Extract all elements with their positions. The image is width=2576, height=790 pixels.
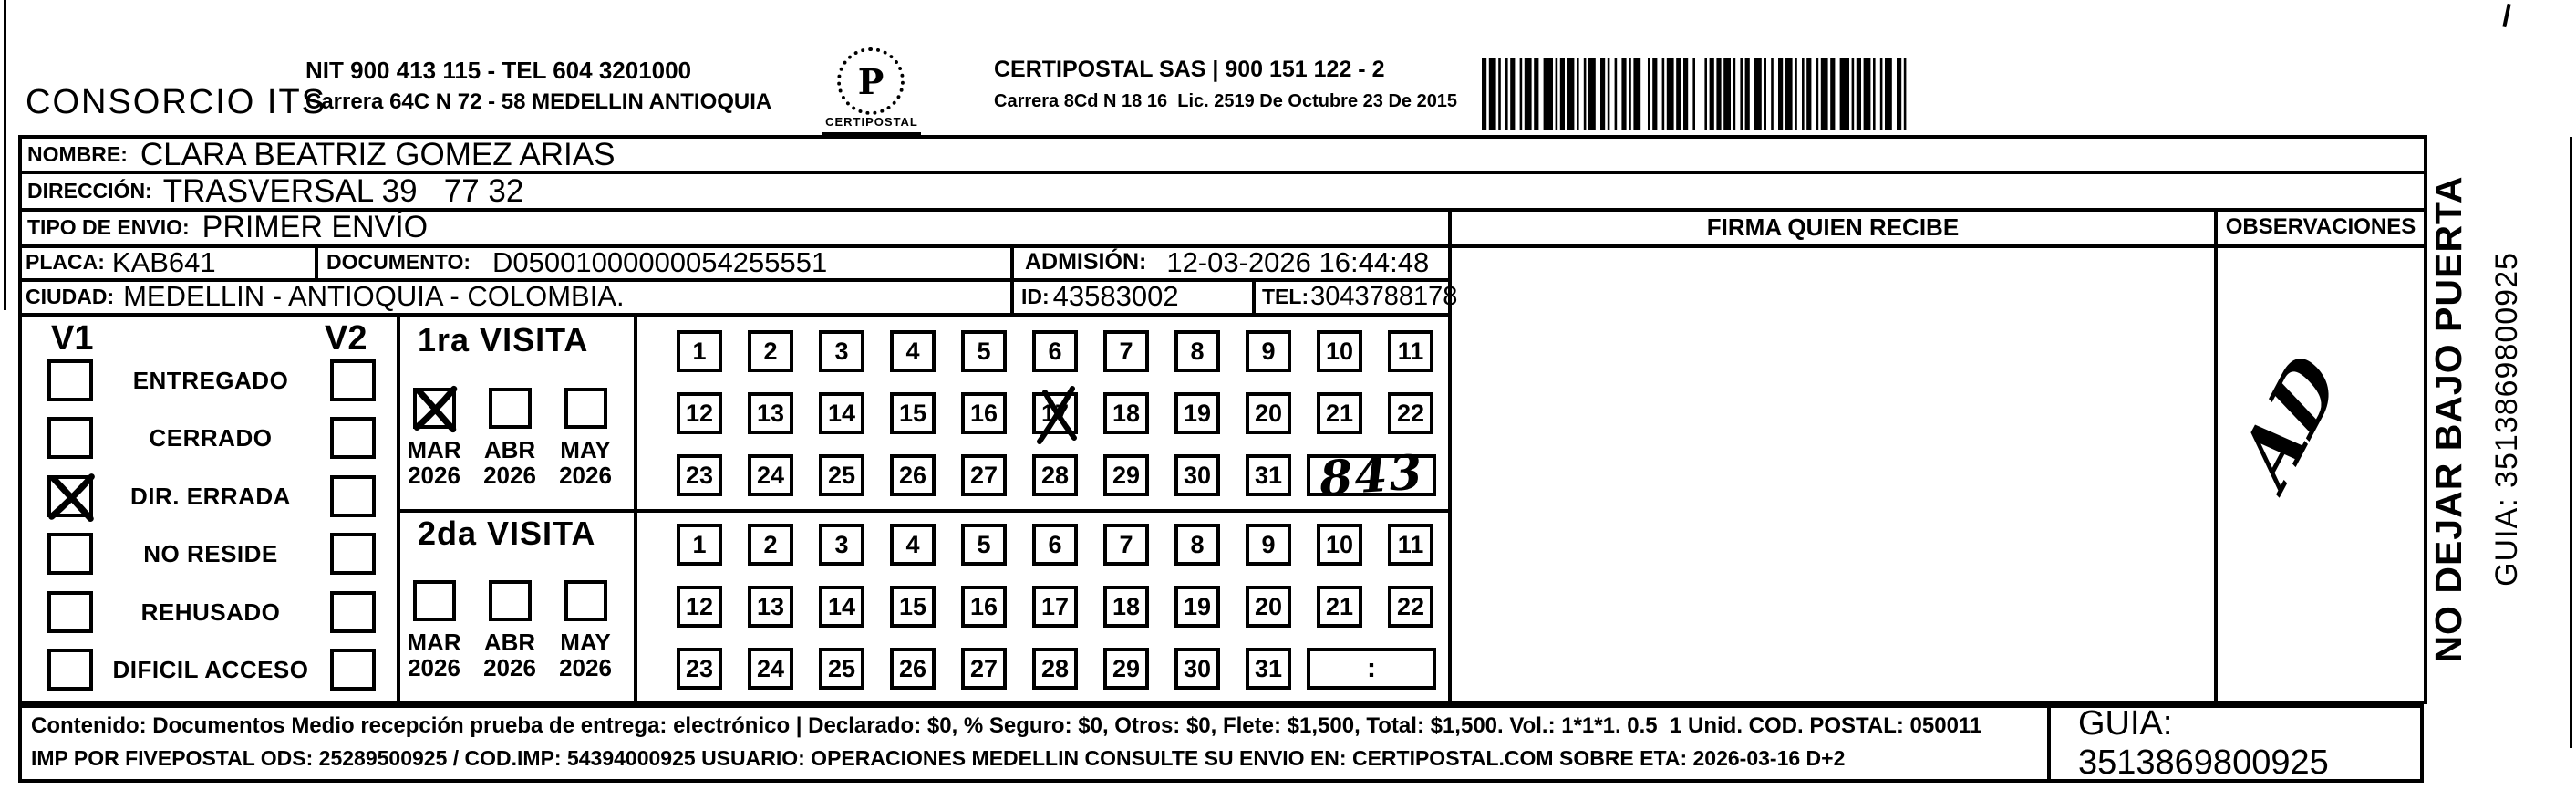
visit1-day-box-5: 5 — [961, 330, 1007, 372]
visit2-day-box-1: 1 — [677, 524, 722, 566]
visit2-day-box-8: 8 — [1174, 524, 1220, 566]
visit2-day-box-12: 12 — [677, 586, 722, 628]
visit1-day-box-12: 12 — [677, 392, 722, 434]
visit2-day-box-30: 30 — [1174, 648, 1220, 690]
id-label: ID: — [1021, 284, 1050, 308]
visit2-month-checkbox-may — [564, 580, 607, 621]
visit2-day-box-11: 11 — [1388, 524, 1433, 566]
scan-edge-left — [4, 0, 6, 310]
status-label-dir-errada: DIR. ERRADA — [130, 482, 291, 510]
visit2-day-box-6: 6 — [1032, 524, 1078, 566]
visit1-year-label-2: 2026 — [559, 462, 612, 489]
visit1-day-box-1: 1 — [677, 330, 722, 372]
field-tel — [1262, 281, 1458, 312]
visit1-day-box-28: 28 — [1032, 454, 1078, 496]
visit2-year-label-1: 2026 — [483, 654, 536, 681]
visit1-day-box-21: 21 — [1317, 392, 1362, 434]
visit2-month-label-abr: ABR — [483, 629, 536, 656]
visit2-day-box-31: 31 — [1246, 648, 1291, 690]
visit1-month-checkbox-mar — [413, 388, 456, 429]
field-tipo-envio — [27, 211, 1441, 244]
field-id — [1021, 281, 1249, 312]
visit2-day-box-4: 4 — [890, 524, 936, 566]
visit1-day-box-25: 25 — [819, 454, 864, 496]
visit2-note-box — [1307, 648, 1436, 690]
visit1-month-label-may: MAY — [560, 436, 611, 463]
nombre-label: NOMBRE: — [27, 142, 128, 166]
v2-checkbox-rehusado — [330, 591, 376, 633]
visit1-day-box-20: 20 — [1246, 392, 1291, 434]
ciudad-label: CIUDAD: — [26, 284, 115, 308]
visit2-day-box-19: 19 — [1174, 586, 1220, 628]
visit1-year-label-1: 2026 — [483, 462, 536, 489]
visit1-day-box-17: 17 — [1032, 392, 1078, 434]
visit2-day-box-18: 18 — [1103, 586, 1149, 628]
handwritten-note-843: 843 — [1317, 443, 1426, 507]
documento-value: D05001000000054255551 — [492, 245, 828, 278]
visit1-day-box-13: 13 — [748, 392, 793, 434]
visit1-month-label-mar: MAR — [407, 436, 461, 463]
visit1-day-box-3: 3 — [819, 330, 864, 372]
v1-checkbox-cerrado — [47, 417, 93, 459]
visit1-month-checkbox-may — [564, 388, 607, 429]
certipostal-nit-line: CERTIPOSTAL SAS | 900 151 122 - 2 — [994, 57, 1385, 82]
direccion-label: DIRECCIÓN: — [27, 179, 152, 203]
firma-header: FIRMA QUIEN RECIBE — [1706, 213, 1960, 241]
company-nit-line: NIT 900 413 115 - TEL 604 3201000 — [305, 57, 692, 84]
firma-area — [1452, 248, 2214, 701]
visit1-month-label-abr: ABR — [483, 436, 536, 463]
v1-checkbox-dificil-acceso — [47, 649, 93, 691]
footer-guia: GUIA: 3513869800925 — [2078, 704, 2329, 782]
v1-checkbox-no-reside — [47, 533, 93, 575]
visit-title-1: 1ra VISITA — [418, 321, 589, 359]
visit1-day-box-23: 23 — [677, 454, 722, 496]
visit1-day-box-7: 7 — [1103, 330, 1149, 372]
visit1-day-box-27: 27 — [961, 454, 1007, 496]
handwritten-x-mark — [411, 384, 459, 433]
visit1-day-box-22: 22 — [1388, 392, 1433, 434]
placa-value: KAB641 — [111, 245, 216, 278]
visit1-month-checkbox-abr — [489, 388, 532, 429]
visit2-day-box-25: 25 — [819, 648, 864, 690]
ciudad-value: MEDELLIN - ANTIOQUIA - COLOMBIA. — [123, 280, 625, 312]
barcode — [1482, 58, 1908, 130]
v1-checkbox-rehusado — [47, 591, 93, 633]
v2-column-header: V2 — [325, 319, 367, 358]
visit2-day-box-28: 28 — [1032, 648, 1078, 690]
documento-label: DOCUMENTO: — [326, 250, 471, 274]
observaciones-area — [2218, 248, 2424, 701]
company-address-line: Carrera 64C N 72 - 58 MEDELLIN ANTIOQUIA — [305, 89, 772, 114]
visit1-day-box-31: 31 — [1246, 454, 1291, 496]
footer-box — [18, 704, 2424, 783]
visit1-day-box-8: 8 — [1174, 330, 1220, 372]
visit2-month-label-may: MAY — [560, 629, 611, 656]
company-name: CONSORCIO ITS — [26, 82, 327, 121]
visit2-day-box-22: 22 — [1388, 586, 1433, 628]
handwritten-x-mark — [46, 472, 97, 523]
tipo-envio-value: PRIMER ENVÍO — [202, 209, 429, 244]
visit-title-2: 2da VISITA — [418, 515, 596, 552]
id-value: 43583002 — [1052, 280, 1179, 312]
visit1-day-box-10: 10 — [1317, 330, 1362, 372]
time-colon-placeholder: : — [1367, 653, 1376, 683]
visit2-year-label-0: 2026 — [408, 654, 460, 681]
field-admision — [1025, 247, 1444, 277]
visit2-month-checkbox-mar — [413, 580, 456, 621]
visit2-day-box-23: 23 — [677, 648, 722, 690]
visit2-day-box-3: 3 — [819, 524, 864, 566]
visit2-day-box-15: 15 — [890, 586, 936, 628]
field-documento — [326, 247, 1006, 277]
visit2-day-box-29: 29 — [1103, 648, 1149, 690]
visit1-day-box-30: 30 — [1174, 454, 1220, 496]
footer-line1: Contenido: Documentos Medio recepción prueba de entrega: electrónico | Declarado: $0, % Seguro: $0, Otros: $0, Flete: $1,500, Total: $1,500. Vol.: 1*1*1. 0.5 1 Unid. COD. POSTAL: 050011 — [31, 713, 1982, 738]
footer-line2: IMP POR FIVEPOSTAL ODS: 25289500925 / COD.IMP: 54394000925 USUARIO: OPERACIONES MEDELLIN CONSULTE SU ENVIO EN: CERTIPOSTAL.COM SOBRE ETA: 2026-03-16 D+2 — [31, 746, 1846, 770]
visit1-day-box-14: 14 — [819, 392, 864, 434]
field-direccion — [27, 172, 2398, 209]
visit2-day-box-7: 7 — [1103, 524, 1149, 566]
visit1-day-box-24: 24 — [748, 454, 793, 496]
observaciones-header: OBSERVACIONES — [2225, 214, 2416, 239]
visit2-day-box-26: 26 — [890, 648, 936, 690]
placa-label: PLACA: — [26, 250, 105, 274]
v2-checkbox-dir-errada — [330, 475, 376, 517]
field-ciudad — [26, 281, 1001, 312]
logo-caption: CERTIPOSTAL — [825, 115, 918, 129]
visit2-day-box-21: 21 — [1317, 586, 1362, 628]
visit2-day-box-5: 5 — [961, 524, 1007, 566]
handwritten-signature: AD — [2223, 338, 2356, 504]
scan-edge-right — [2570, 137, 2572, 748]
visit1-day-box-29: 29 — [1103, 454, 1149, 496]
v1-checkbox-dir-errada — [47, 475, 93, 517]
visit2-day-box-20: 20 — [1246, 586, 1291, 628]
v2-checkbox-dificil-acceso — [330, 649, 376, 691]
status-label-rehusado: REHUSADO — [140, 598, 281, 626]
certipostal-logo — [837, 47, 905, 115]
visit1-day-box-15: 15 — [890, 392, 936, 434]
admision-value: 12-03-2026 16:44:48 — [1166, 245, 1430, 278]
visit2-day-box-13: 13 — [748, 586, 793, 628]
visit2-day-box-14: 14 — [819, 586, 864, 628]
admision-label: ADMISIÓN: — [1025, 249, 1147, 275]
visit2-month-label-mar: MAR — [407, 629, 461, 656]
direccion-value: TRASVERSAL 39 77 32 — [162, 172, 524, 209]
visit2-month-checkbox-abr — [489, 580, 532, 621]
visit1-day-box-26: 26 — [890, 454, 936, 496]
visit1-day-box-19: 19 — [1174, 392, 1220, 434]
visit1-day-box-6: 6 — [1032, 330, 1078, 372]
visit2-day-box-16: 16 — [961, 586, 1007, 628]
logo-letter: P — [857, 60, 885, 102]
side-strip-warning: NO DEJAR BAJO PUERTA — [2427, 175, 2469, 663]
side-strip — [2418, 134, 2541, 704]
v2-checkbox-no-reside — [330, 533, 376, 575]
scan-tick — [2502, 4, 2510, 27]
v2-checkbox-entregado — [330, 359, 376, 401]
tel-label: TEL: — [1262, 284, 1309, 308]
visit1-day-box-11: 11 — [1388, 330, 1433, 372]
visit2-day-box-17: 17 — [1032, 586, 1078, 628]
visit2-day-box-2: 2 — [748, 524, 793, 566]
side-strip-guia: GUIA: 3513869800925 — [2489, 252, 2524, 587]
status-label-cerrado: CERRADO — [149, 423, 273, 452]
tel-value: 3043788178 — [1310, 281, 1458, 311]
visit1-year-label-0: 2026 — [408, 462, 460, 489]
status-label-no-reside: NO RESIDE — [143, 539, 278, 567]
handwritten-day-mark — [1032, 383, 1081, 447]
field-nombre — [27, 136, 2398, 172]
nombre-value: CLARA BEATRIZ GOMEZ ARIAS — [140, 136, 616, 172]
visit1-day-box-18: 18 — [1103, 392, 1149, 434]
visit2-day-box-9: 9 — [1246, 524, 1291, 566]
tipo-envio-label: TIPO DE ENVIO: — [27, 214, 190, 239]
visit2-day-box-10: 10 — [1317, 524, 1362, 566]
visit2-day-box-24: 24 — [748, 648, 793, 690]
certipostal-address-line: Carrera 8Cd N 18 16 Lic. 2519 De Octubre 23 De 2015 — [994, 91, 1458, 111]
status-label-entregado: ENTREGADO — [132, 366, 289, 394]
visit2-day-box-27: 27 — [961, 648, 1007, 690]
v1-column-header: V1 — [51, 319, 94, 358]
status-label-dificil-acceso: DIFICIL ACCESO — [112, 655, 309, 683]
v2-checkbox-cerrado — [330, 417, 376, 459]
visit1-note-box — [1307, 443, 1436, 507]
visit2-year-label-2: 2026 — [559, 654, 612, 681]
field-placa — [26, 247, 313, 277]
visit1-day-box-4: 4 — [890, 330, 936, 372]
visit1-day-box-16: 16 — [961, 392, 1007, 434]
visit1-day-box-9: 9 — [1246, 330, 1291, 372]
visit1-day-box-2: 2 — [748, 330, 793, 372]
v1-checkbox-entregado — [47, 359, 93, 401]
